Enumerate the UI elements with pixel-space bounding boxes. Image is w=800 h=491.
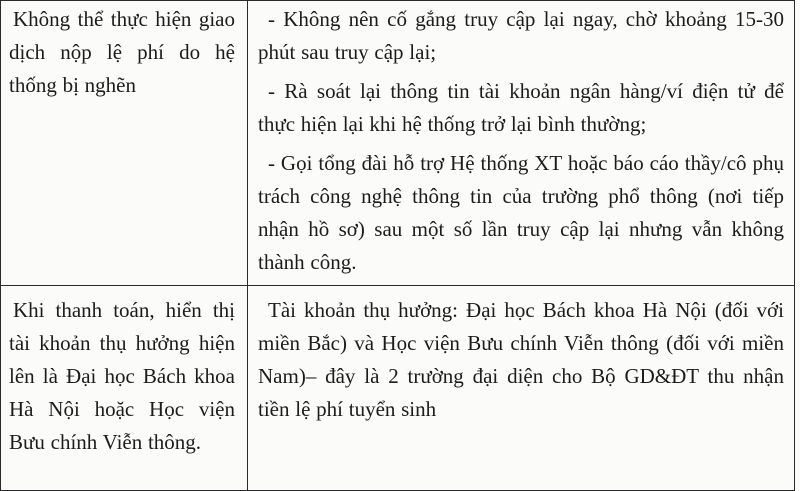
issue-text: Khi thanh toán, hiển thị tài khoản thụ hưởng hiện lên là Đại học Bách khoa Hà Nội hoặc Học viện Bưu chính Viễn thông. — [9, 298, 235, 454]
issue-cell — [1, 1, 248, 286]
solution-item: - Gọi tổng đài hỗ trợ Hệ thống XT hoặc báo cáo thầy/cô phụ trách công nghệ thông tin của trường phổ thông (nơi tiếp nhận hồ sơ) sau một số lần truy cập lại nhưng vẫn không thành công. — [258, 151, 784, 274]
solution-item: - Rà soát lại thông tin tài khoản ngân hàng/ví điện tử để thực hiện lại khi hệ thống trở lại bình thường; — [258, 79, 784, 136]
solution-item: Tài khoản thụ hưởng: Đại học Bách khoa Hà Nội (đối với miền Bắc) và Học viện Bưu chính Viễn thông (đối với miền Nam)– đây là 2 trường đại diện cho Bộ GD&ĐT thu nhận tiền lệ phí tuyển sinh — [258, 298, 784, 421]
solution-cell — [248, 286, 795, 491]
solution-cell — [248, 1, 795, 286]
issue-cell — [1, 286, 248, 491]
issue-text: Không thể thực hiện giao dịch nộp lệ phí do hệ thống bị nghẽn — [9, 7, 235, 97]
table-row — [1, 286, 795, 491]
table-row — [1, 1, 795, 286]
solution-item: - Không nên cố gắng truy cập lại ngay, chờ khoảng 15-30 phút sau truy cập lại; — [258, 7, 784, 64]
